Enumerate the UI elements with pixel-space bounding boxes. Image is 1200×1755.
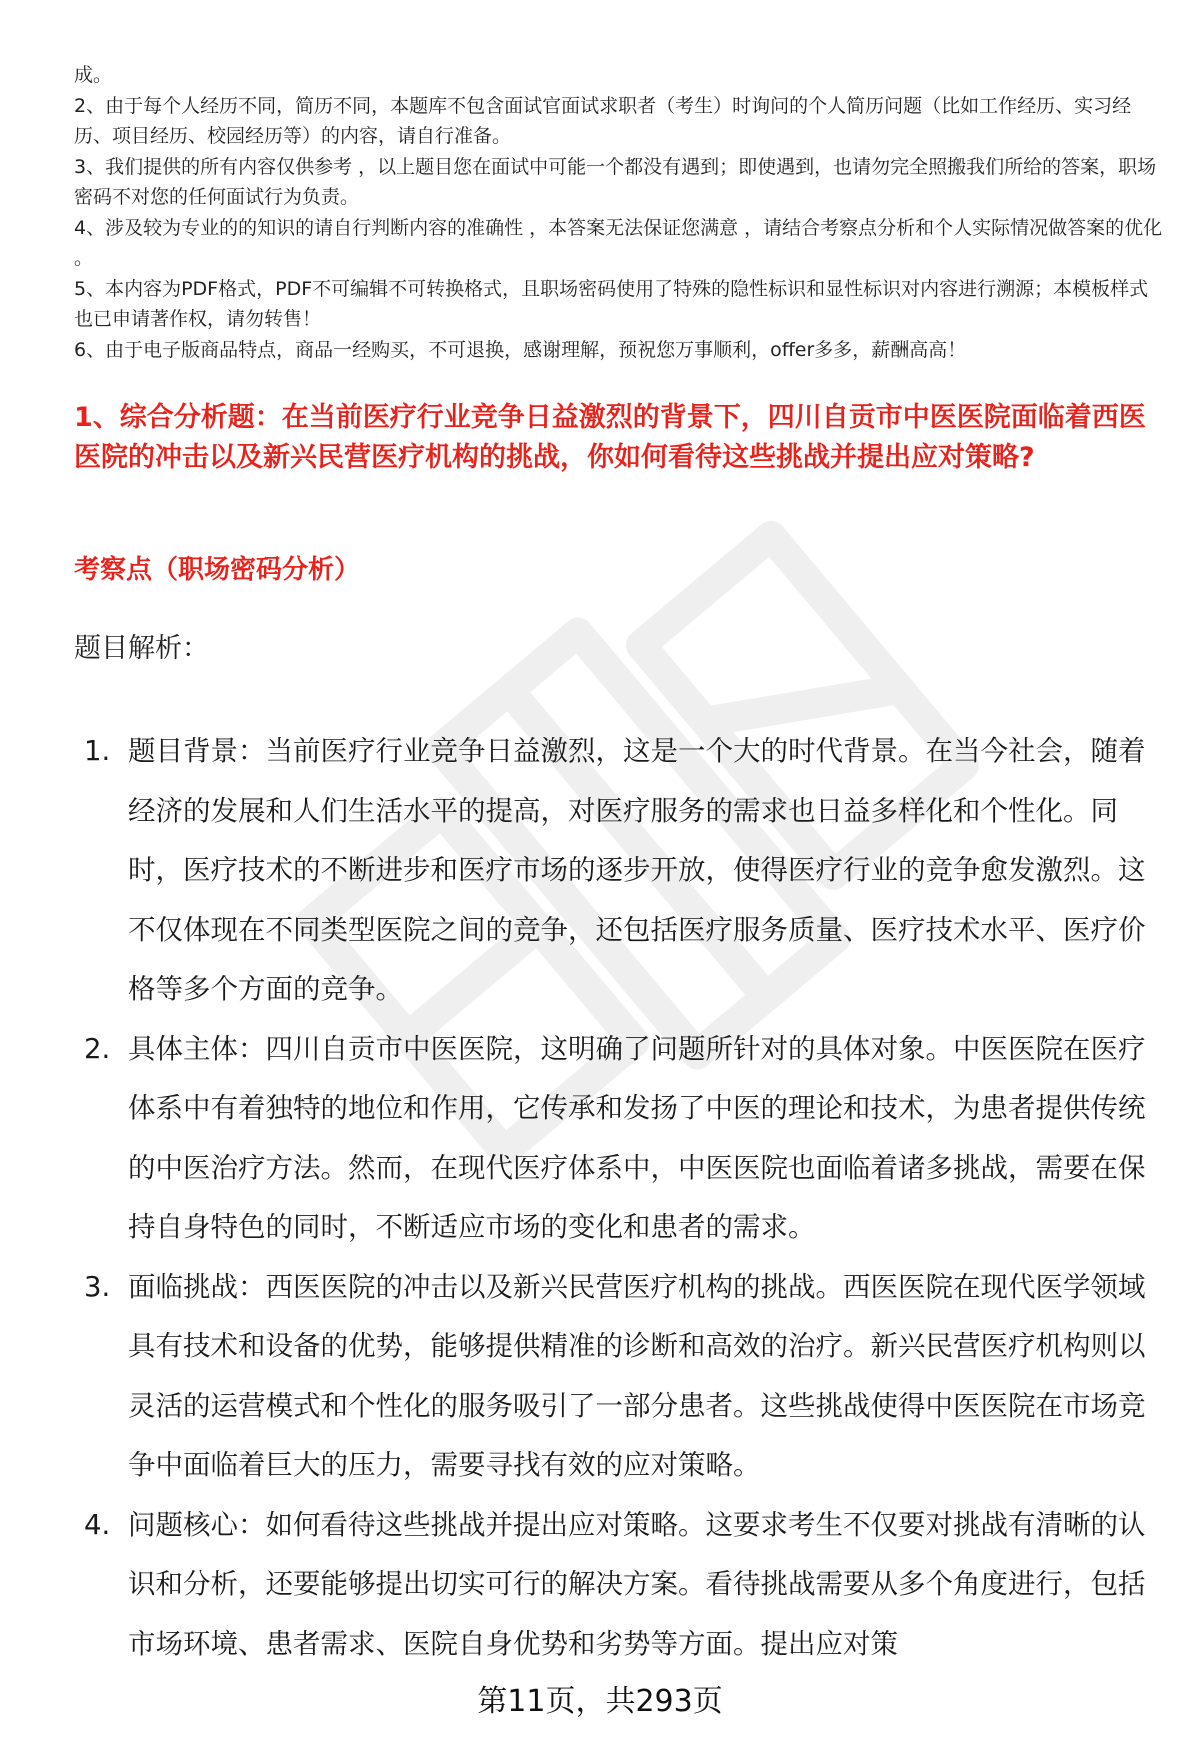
note-line: 6、由于电子版商品特点，商品一经购买，不可退换，感谢理解，预祝您万事顺利，offer多多，薪酬高高！ [74,338,967,361]
page-number-footer: 第11页，共293页 [477,1684,723,1719]
note-line: 4、涉及较为专业的的知识的请自行判断内容的准确性 ，本答案无法保证您满意 ，请结合考察点分析和个人实际情况做答案的优化 。 [74,216,1163,269]
note-line: 2、由于每个人经历不同，简历不同，本题库不包含面试官面试求职者（考生）时询问的个人简历问题（比如工作经历、实习经历、项目经历、校园经历等）的内容，请自行准备。 [74,94,1132,147]
note-line: 5、本内容为PDF格式，PDF不可编辑不可转换格式，且职场密码使用了特殊的隐性标识和显性标识对内容进行溯源；本模板样式也已申请著作权，请勿转售！ [74,277,1149,330]
list-item [74,1020,1149,1258]
analysis-points [74,722,1149,1674]
list-item-number: 1. [84,735,111,767]
list-item-text: 题目背景：当前医疗行业竞争日益激烈，这是一个大的时代背景。在当今社会，随着经济的发展和人们生活水平的提高，对医疗服务的需求也日益多样化和个性化。同时，医疗技术的不断进步和医疗市场的逐步开放，使得医疗行业的竞争愈发激烈。这不仅体现在不同类型医院之间的竞争，还包括医疗服务质量、医疗技术水平、医疗价格等多个方面的竞争。 [128,735,1146,1005]
list-item-text: 问题核心：如何看待这些挑战并提出应对策略。这要求考生不仅要对挑战有清晰的认识和分析，还要能够提出切实可行的解决方案。看待挑战需要从多个角度进行，包括市场环境、患者需求、医院自身优势和劣势等方面。提出应对策 [128,1508,1146,1660]
list-item-number: 4. [84,1508,111,1541]
disclaimer-notes [74,60,1164,365]
analysis-title: 题目解析： [74,633,209,664]
list-item [74,1496,1149,1675]
note-line: 3、我们提供的所有内容仅供参考 ，以上题目您在面试中可能一个都没有遇到；即使遇到，也请勿完全照搬我们所给的答案，职场密码不对您的任何面试行为负责。 [74,155,1157,208]
list-item-text: 具体主体：四川自贡市中医医院，这明确了问题所针对的具体对象。中医医院在医疗体系中有着独特的地位和作用，它传承和发扬了中医的理论和技术，为患者提供传统的中医治疗方法。然而，在现代医疗体系中，中医医院也面临着诸多挑战，需要在保持自身特色的同时，不断适应市场的变化和患者的需求。 [128,1032,1146,1243]
list-item-text: 面临挑战：西医医院的冲击以及新兴民营医疗机构的挑战。西医医院在现代医学领域具有技术和设备的优势，能够提供精准的诊断和高效的治疗。新兴民营医疗机构则以灵活的运营模式和个性化的服务吸引了一部分患者。这些挑战使得中医医院在市场竞争中面临着巨大的压力，需要寻找有效的应对策略。 [128,1270,1146,1481]
list-item [74,722,1149,1020]
list-item-number: 3. [84,1270,111,1303]
question-title: 1、综合分析题：在当前医疗行业竞争日益激烈的背景下，四川自贡市中医医院面临着西医医院的冲击以及新兴民营医疗机构的挑战，你如何看待这些挑战并提出应对策略? [74,402,1146,473]
section-title: 考察点（职场密码分析） [74,555,361,585]
list-item-number: 2. [84,1032,111,1065]
note-line: 成。 [74,64,113,86]
list-item [74,1258,1149,1496]
